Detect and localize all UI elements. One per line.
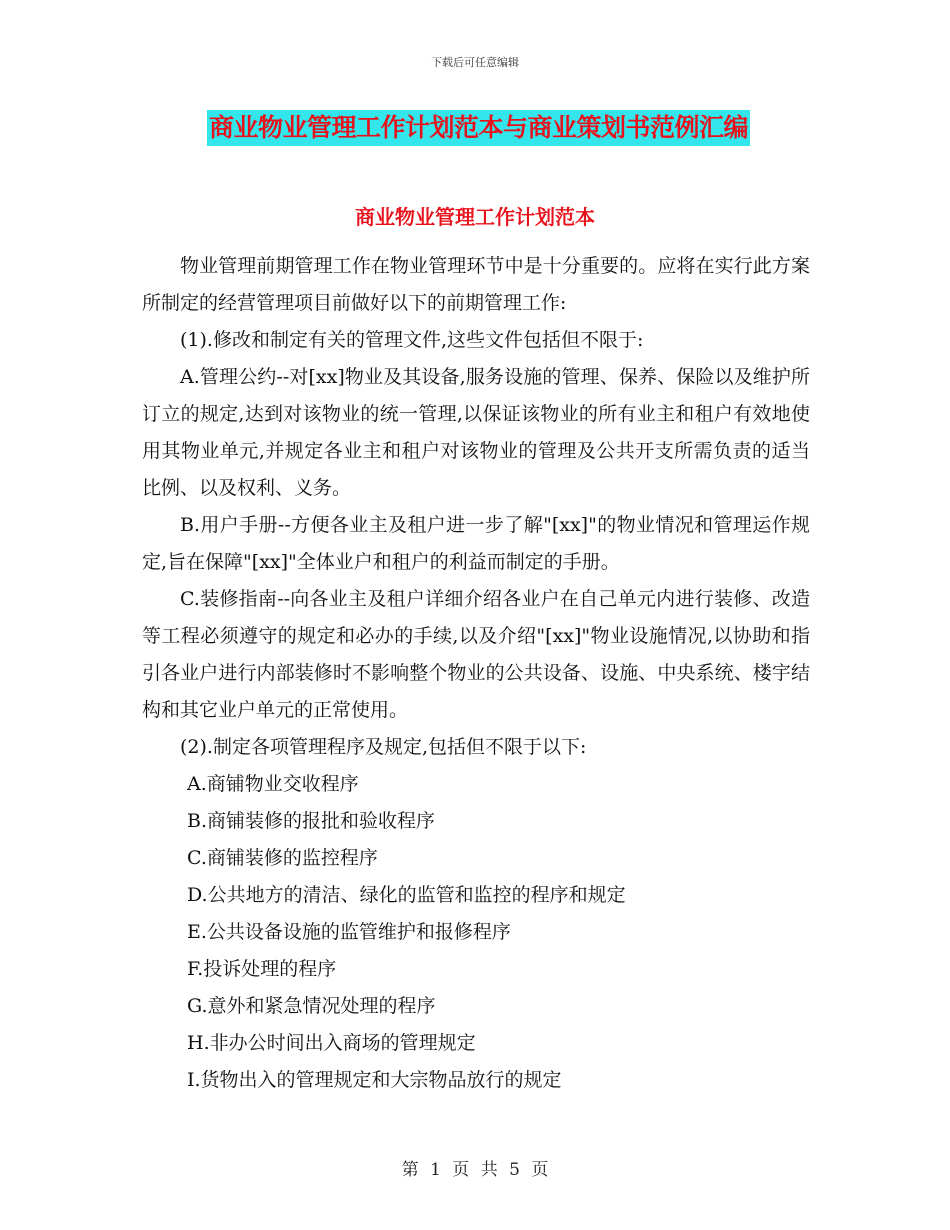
body-paragraph: (2).制定各项管理程序及规定,包括但不限于以下: [180,736,587,758]
list-item: C.商铺装修的监控程序 [187,847,378,869]
list-item: G.意外和紧急情况处理的程序 [187,995,436,1017]
page-number-footer: 第 1 页 共 5 页 [401,1160,549,1180]
list-item: I.货物出入的管理规定和大宗物品放行的规定 [187,1069,562,1091]
section-title: 商业物业管理工作计划范本 [355,205,595,229]
list-item: D.公共地方的清洁、绿化的监管和监控的程序和规定 [187,884,626,906]
body-paragraph: A.管理公约--对[xx]物业及其设备,服务设施的管理、保养、保险以及维护所订立的规定,达到对该物业的统一管理,以保证该物业的所有业主和租户有效地使用其物业单元,并规定各业主和租户对该物业的管理及公共开支所需负责的适当比例、以及权利、义务。 [142,366,810,499]
body-paragraph: C.装修指南--向各业主及租户详细介绍各业户在自己单元内进行装修、改造等工程必须遵守的规定和必办的手续,以及介绍"[xx]"物业设施情况,以协助和指引各业户进行内部装修时不影响整个物业的公共设备、设施、中央系统、楼宇结构和其它业户单元的正常使用。 [142,588,810,721]
list-item: A.商铺物业交收程序 [187,773,359,795]
page-header-note: 下载后可任意编辑 [431,56,519,69]
list-item: F.投诉处理的程序 [187,958,337,980]
list-item: E.公共设备设施的监管维护和报修程序 [187,921,511,943]
document-body [142,248,810,1099]
body-paragraph: (1).修改和制定有关的管理文件,这些文件包括但不限于: [180,329,644,351]
list-item: H.非办公时间出入商场的管理规定 [187,1032,476,1054]
document-title: 商业物业管理工作计划范本与商业策划书范例汇编 [207,110,750,146]
body-paragraph: B.用户手册--方便各业主及租户进一步了解"[xx]"的物业情况和管理运作规定,旨在保障"[xx]"全体业户和租户的利益而制定的手册。 [142,514,810,573]
body-paragraph: 物业管理前期管理工作在物业管理环节中是十分重要的。应将在实行此方案所制定的经营管理项目前做好以下的前期管理工作: [142,255,810,314]
list-item: B.商铺装修的报批和验收程序 [187,810,436,832]
